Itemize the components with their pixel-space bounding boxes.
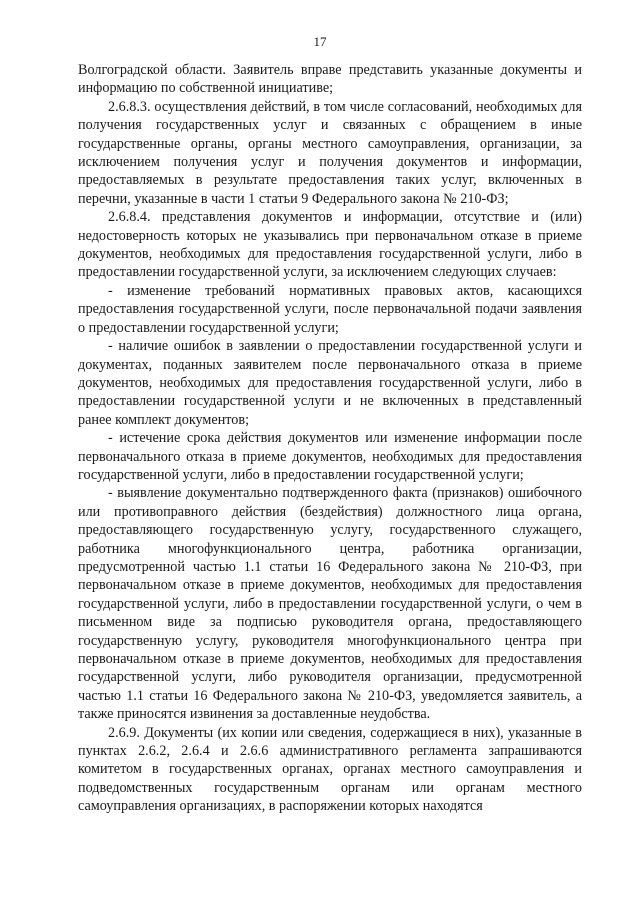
paragraph-2-6-8-3: 2.6.8.3. осуществления действий, в том числе согласований, необходимых для получения государственных услуг и связанных с обращением в иные государственные органы, органы местного самоуправления, организации, за исключением получения услуг и получения документов и информации, предоставляемых в результате предоставления таких услуг, включенных в перечни, указанные в части 1 статьи 9 Федерального закона № 210-ФЗ; <box>78 98 582 207</box>
document-body <box>78 61 582 816</box>
list-item-application-errors: - наличие ошибок в заявлении о предоставлении государственной услуги и документах, поданных заявителем после первоначального отказа в приеме документов, необходимых для предоставления государственной услуги, либо в предоставлении государственной услуги и не включенных в представленный ранее комплект документов; <box>78 338 582 428</box>
list-item-document-expiry: - истечение срока действия документов или изменение информации после первоначального отказа в приеме документов, необходимых для предоставления государственной услуги, либо в предоставлении государственной услуги; <box>78 430 582 483</box>
paragraph-continuation: Волгоградской области. Заявитель вправе представить указанные документы и информацию по собственной инициативе; <box>78 62 582 97</box>
page-number: 17 <box>313 34 327 49</box>
paragraph-2-6-9: 2.6.9. Документы (их копии или сведения, содержащиеся в них), указанные в пунктах 2.6.2, 2.6.4 и 2.6.6 административного регламента запрашиваются комитетом в государственных органах, органах местного самоуправления и подведомственных государственным органам или органам местного самоуправления организациях, в распоряжении которых находятся <box>78 724 582 815</box>
paragraph-2-6-8-4: 2.6.8.4. представления документов и информации, отсутствие и (или) недостоверность которых не указывались при первоначальном отказе в приеме документов, необходимых для предоставления государственной услуги, либо в предоставлении государственной услуги, за исключением следующих случаев: <box>78 209 582 281</box>
list-item-unlawful-action: - выявление документально подтвержденного факта (признаков) ошибочного или противоправного действия (бездействия) должностного лица органа, предоставляющего государственную услугу, государственного служащего, работника многофункционального центра, работника организации, предусмотренной частью 1.1 статьи 16 Федерального закона № 210-ФЗ, при первоначальном отказе в приеме документов, необходимых для предоставления государственной услуги, либо в предоставлении государственной услуги, о чем в письменном виде за подписью руководителя органа, предоставляющего государственную услугу, руководителя многофункционального центра при первоначальном отказе в приеме документов, необходимых для предоставления государственной услуги, либо руководителя организации, предусмотренной частью 1.1 статьи 16 Федерального закона № 210-ФЗ, уведомляется заявитель, а также приносятся извинения за доставленные неудобства. <box>78 485 582 723</box>
list-item-regulation-change: - изменение требований нормативных правовых актов, касающихся предоставления государственной услуги, после первоначальной подачи заявления о предоставлении государственной услуги; <box>78 282 582 336</box>
